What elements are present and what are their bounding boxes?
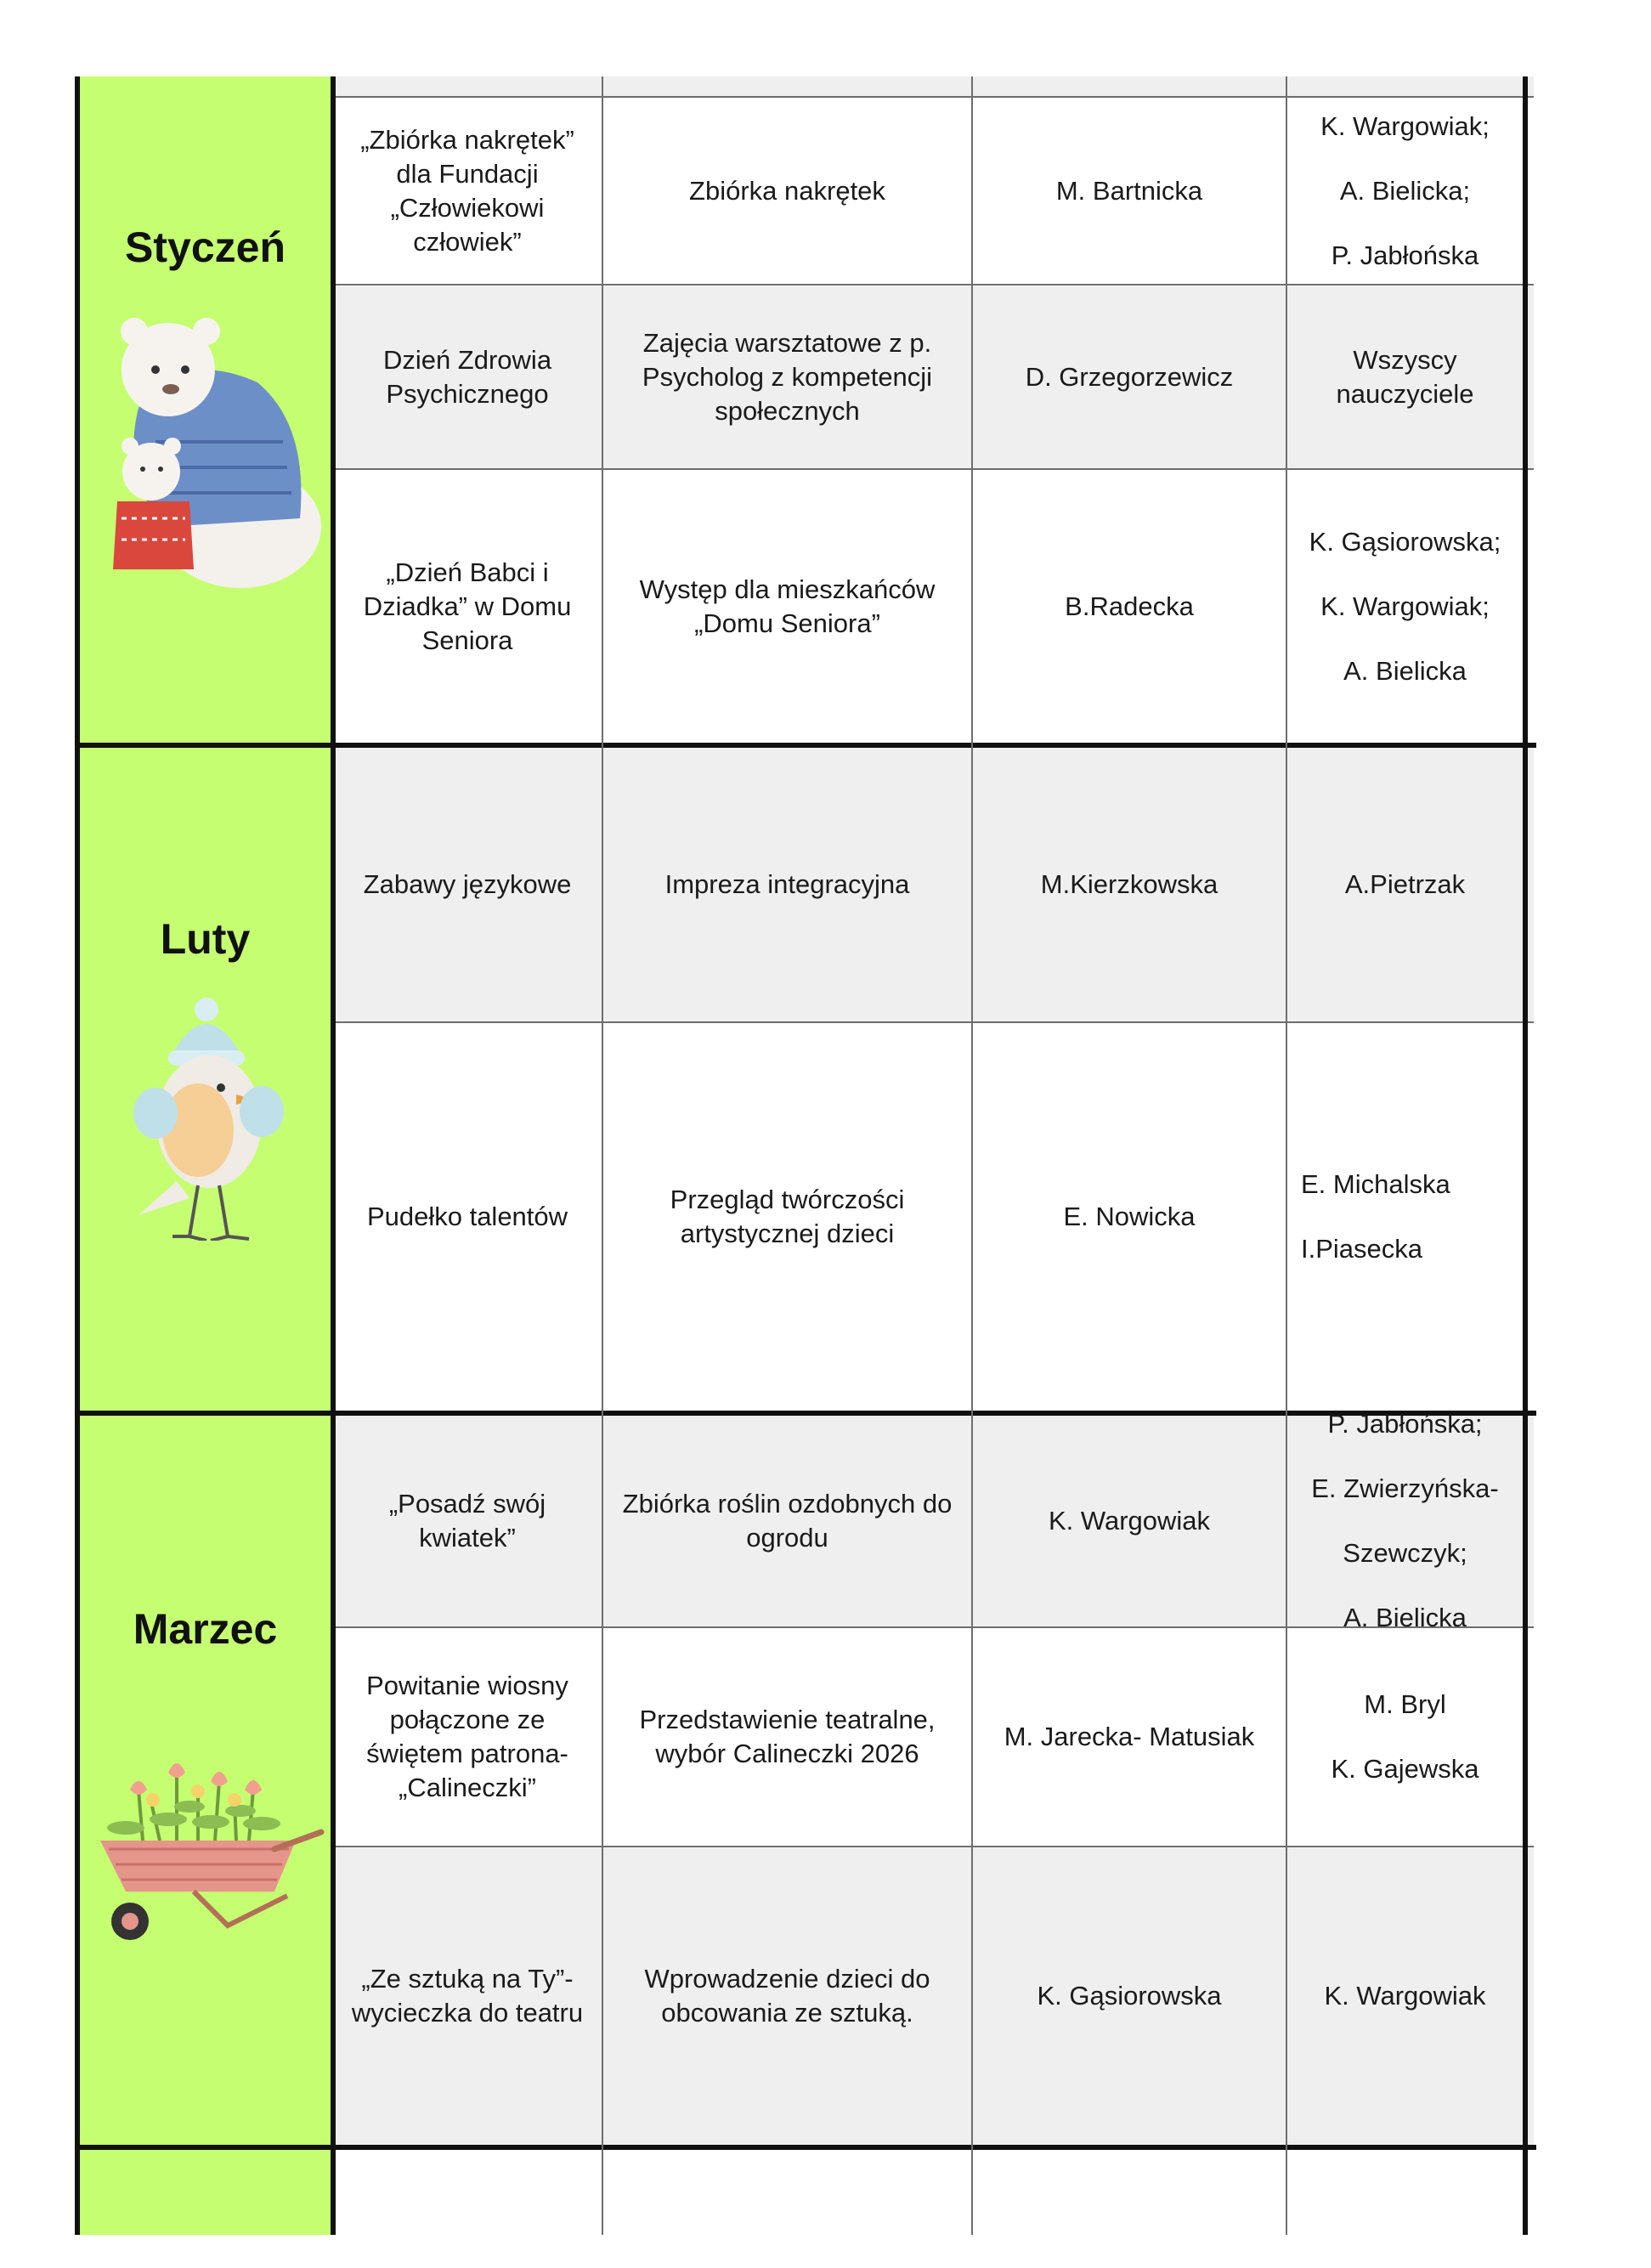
cell-teachers [1287, 470, 1523, 743]
month-band-styczen [79, 76, 331, 743]
cell-activity [603, 286, 971, 468]
cell-text-line: ogrodu [746, 1523, 828, 1553]
cell-text-line: K. Gajewska [1331, 1754, 1479, 1784]
cell-coordinator [973, 286, 1286, 468]
cell-text-line: E. Nowicka [1063, 1202, 1196, 1231]
cell-text-line: Pudełko talentów [366, 1202, 568, 1231]
cell-teachers [1287, 748, 1523, 1021]
cell-text-line: Powitanie wiosny [366, 1671, 568, 1700]
cell-text-line: „Dzień Babci i [386, 557, 549, 587]
cell-text-line: D. Grzegorzewicz [1025, 361, 1234, 392]
cell-activity [603, 98, 971, 284]
cell-text-line: Przegląd twórczości [670, 1185, 905, 1214]
cell-coordinator [973, 1847, 1286, 2145]
cell-text-line: obcowania ze sztuką. [661, 1998, 913, 2028]
cell-text-line: Psychicznego [386, 378, 549, 409]
month-name: Luty [160, 915, 251, 963]
cell-teachers [1287, 286, 1523, 468]
top-strip [334, 76, 1534, 96]
cell-event [333, 1847, 602, 2145]
month-band-luty [79, 748, 331, 1411]
cell-text-line: Zajęcia warsztatowe z p. [642, 327, 932, 358]
cell-text-line: nauczyciele [1336, 378, 1474, 409]
cell-text-line: Występ dla mieszkańców [639, 574, 936, 604]
cell-text-line: M. Bryl [1364, 1689, 1446, 1719]
cell-event [333, 470, 602, 743]
cell-text-line: człowiek” [413, 226, 522, 257]
cell-text-line: K. Gąsiorowska; [1309, 526, 1501, 557]
cell-text-line: M. Bartnicka [1055, 175, 1203, 206]
cell-activity [603, 1628, 971, 1846]
cell-text-line: A. Bielicka; [1339, 175, 1471, 206]
cell-text-line: społecznych [715, 395, 860, 426]
cell-text-line: K. Gąsiorowska [1037, 1981, 1222, 2011]
cell-text-line: M. Jarecka- Matusiak [1004, 1722, 1255, 1751]
cell-coordinator [973, 98, 1286, 284]
cell-text-line: „Calineczki” [399, 1773, 536, 1802]
cell-text-line: A. Bielicka [1343, 655, 1467, 686]
cell-text-line: Szewczyk; [1343, 1538, 1467, 1568]
cell-text-line: „Domu Seniora” [694, 608, 880, 638]
cell-coordinator [973, 1628, 1286, 1846]
cell-text-line: K. Wargowiak; [1320, 110, 1490, 141]
cell-activity [603, 1416, 971, 1626]
cell-activity [603, 748, 971, 1021]
cell-text-line: P. Jabłońska; [1327, 1409, 1483, 1439]
cell-text-line: P. Jabłońska [1331, 240, 1479, 270]
cell-text-line: K. Wargowiak [1048, 1506, 1211, 1536]
cell-text-line: świętem patrona- [366, 1739, 568, 1768]
month-band-next [79, 2150, 331, 2235]
table-left-border [75, 76, 80, 2235]
cell-text-line: Seniora [421, 625, 513, 655]
cell-teachers [1287, 1023, 1523, 1411]
cell-activity [603, 470, 971, 743]
cell-event [333, 1416, 602, 1626]
cell-text-line: połączone ze [389, 1705, 546, 1734]
cell-text-line: Impreza integracyjna [664, 869, 910, 899]
cell-text-line: A. Bielicka [1343, 1603, 1467, 1632]
cell-text-line: artystycznej dzieci [680, 1219, 895, 1248]
cell-text-line: K. Wargowiak; [1320, 591, 1490, 621]
flower-wheelbarrow-icon [92, 1722, 330, 1943]
cell-event [333, 286, 602, 468]
month-divider [76, 2145, 1536, 2150]
cell-text-line: „Człowiekowi [390, 192, 545, 223]
cell-text-line: „Posadź swój [388, 1489, 546, 1519]
cell-event [333, 748, 602, 1021]
month-name: Styczeń [125, 223, 286, 271]
cell-text-line: Psycholog z kompetencji [642, 361, 933, 392]
cell-text-line: wybór Calineczki 2026 [655, 1739, 919, 1768]
cell-text-line: kwiatek” [419, 1523, 516, 1553]
cell-event [333, 98, 602, 284]
cell-text-line: Przedstawienie teatralne, [639, 1705, 936, 1734]
cell-text-line: E. Michalska [1301, 1169, 1450, 1199]
month-band-marzec [79, 1416, 331, 2145]
cell-text-line: Wszyscy [1353, 344, 1457, 375]
cell-activity [603, 1023, 971, 1411]
cell-text-line: Zabawy językowe [363, 869, 572, 899]
cell-teachers [1287, 1628, 1523, 1846]
month-name: Marzec [133, 1605, 278, 1653]
cell-teachers [1287, 98, 1523, 284]
cell-text-line: E. Zwierzyńska- [1311, 1473, 1499, 1503]
cell-coordinator [973, 748, 1286, 1021]
polar-bears-icon [88, 289, 325, 595]
cell-teachers [1287, 1847, 1523, 2145]
cell-text-line: Dziadka” w Domu [363, 591, 572, 621]
table-right-border [1523, 76, 1528, 2235]
cell-text-line: „Zbiórka nakrętek” [360, 124, 574, 155]
cell-text-line: I.Piasecka [1301, 1234, 1423, 1264]
cell-event [333, 1628, 602, 1846]
cell-text-line: wycieczka do teatru [351, 1998, 584, 2028]
cell-teachers [1287, 1409, 1523, 1632]
cell-event [333, 1023, 602, 1411]
cell-text-line: Wprowadzenie dzieci do [644, 1964, 930, 1994]
cell-text-line: K. Wargowiak [1324, 1981, 1486, 2011]
cell-coordinator [973, 1023, 1286, 1411]
cell-coordinator [973, 1416, 1286, 1626]
cell-text-line: Zbiórka roślin ozdobnych do [622, 1489, 953, 1519]
cell-text-line: dla Fundacji [396, 158, 539, 189]
cell-text-line: Zbiórka nakrętek [689, 175, 885, 206]
cell-text-line: Dzień Zdrowia [382, 344, 552, 375]
cell-coordinator [973, 470, 1286, 743]
cell-activity [603, 1847, 971, 2145]
winter-bird-icon [126, 994, 287, 1241]
cell-text-line: M.Kierzkowska [1040, 869, 1218, 899]
cell-text-line: „Ze sztuką na Ty”- [361, 1964, 574, 1994]
cell-text-line: A.Pietrzak [1344, 869, 1466, 899]
cell-text-line: B.Radecka [1065, 591, 1194, 621]
